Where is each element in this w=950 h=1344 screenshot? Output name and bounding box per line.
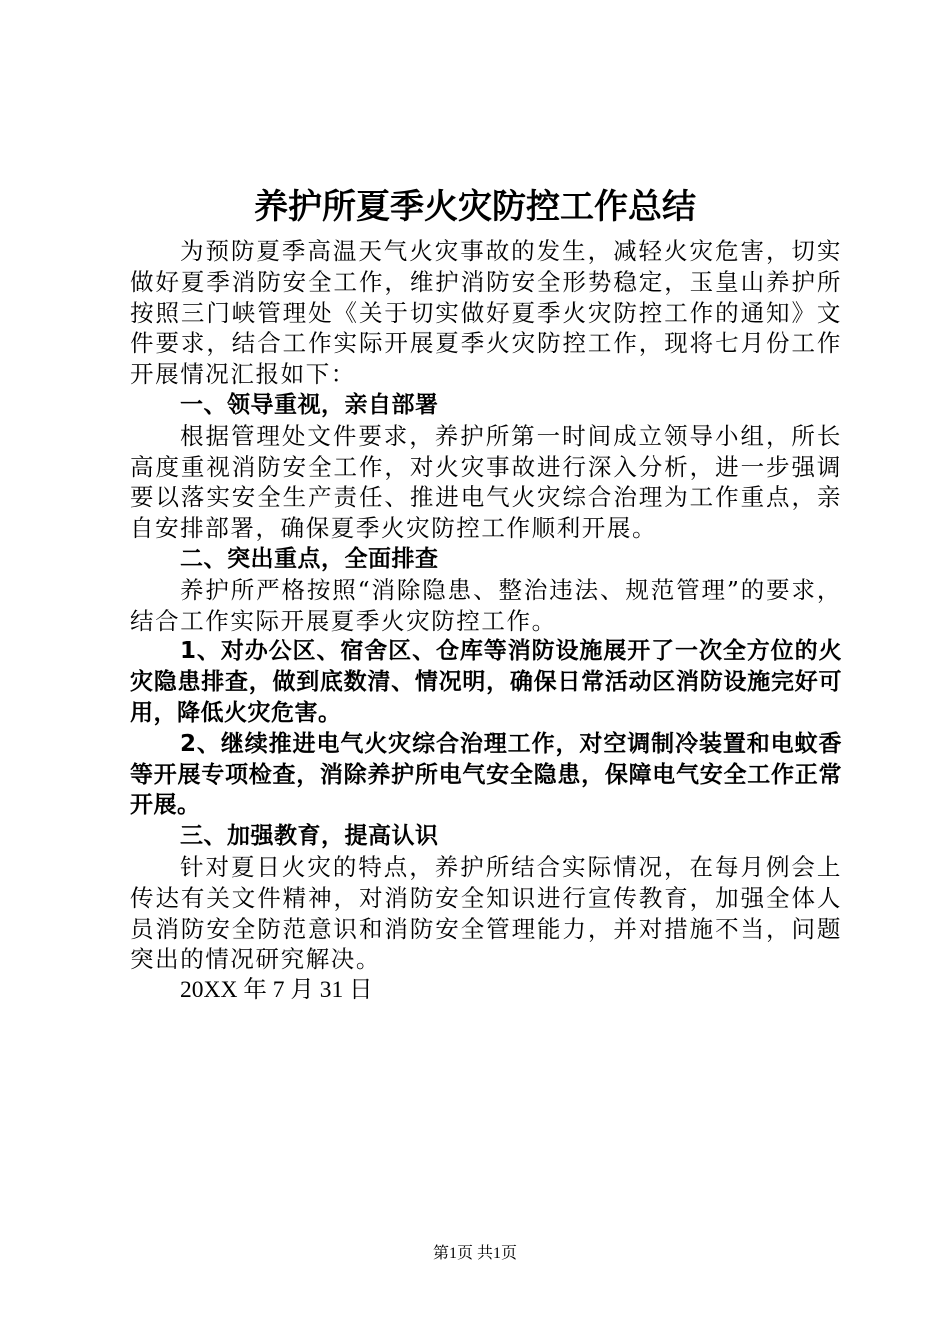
document-body [130,236,842,1006]
section-2-paragraph: 养护所严格按照“消除隐患、整治违法、规范管理”的要求，结合工作实际开展夏季火灾防控工作。 [130,575,842,635]
section-1-paragraph: 根据管理处文件要求，养护所第一时间成立领导小组，所长高度重视消防安全工作，对火灾事故进行深入分析，进一步强调要以落实安全生产责任、推进电气火灾综合治理为工作重点，亲自安排部署，确保夏季火灾防控工作顺利开展。 [130,421,842,543]
section-heading-3: 三、加强教育，提高认识 [180,823,439,850]
document-title: 养护所夏季火灾防控工作总结 [254,187,696,227]
section-3-paragraph: 针对夏日火灾的特点，养护所结合实际情况，在每月例会上传达有关文件精神，对消防安全知识进行宣传教育，加强全体人员消防安全防范意识和消防安全管理能力，并对措施不当，问题突出的情况研究解决。 [130,852,842,974]
page-footer: 第1页 共1页 [432,1245,517,1262]
document-date: 20XX 年 7 月 31 日 [180,977,373,1004]
intro-paragraph: 为预防夏季高温天气火灾事故的发生，减轻火灾危害，切实做好夏季消防安全工作，维护消防安全形势稳定，玉皇山养护所按照三门峡管理处《关于切实做好夏季火灾防控工作的通知》文件要求，结合工作实际开展夏季火灾防控工作，现将七月份工作开展情况汇报如下： [130,237,842,389]
section-2-item-1: 1、对办公区、宿舍区、仓库等消防设施展开了一次全方位的火灾隐患排查，做到底数清、情况明，确保日常活动区消防设施完好可用，降低火灾危害。 [130,638,842,726]
section-heading-2: 二、突出重点，全面排查 [180,545,439,572]
section-heading-1: 一、领导重视，亲自部署 [180,391,439,418]
section-2-item-2: 2、继续推进电气火灾综合治理工作，对空调制冷装置和电蚊香等开展专项检查，消除养护所电气安全隐患，保障电气安全工作正常开展。 [130,730,842,819]
